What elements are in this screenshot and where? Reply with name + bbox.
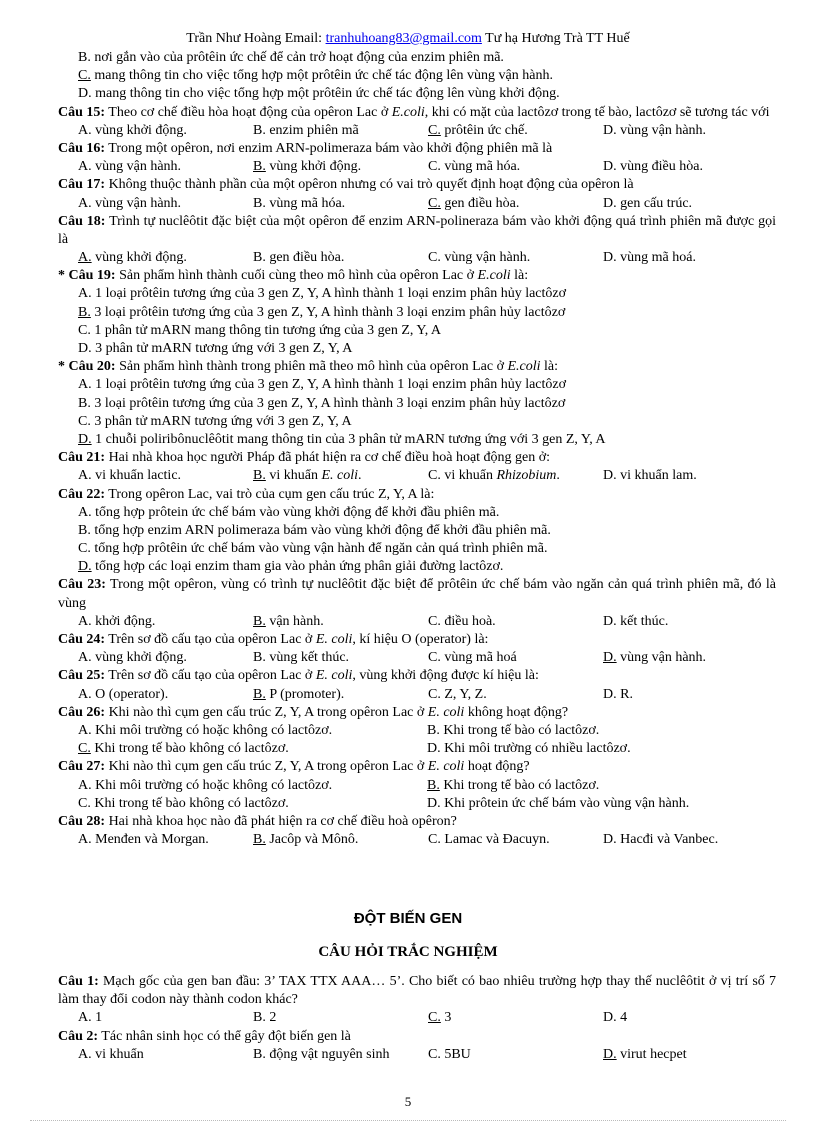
answer-options: A. vùng vận hành. B. vùng mã hóa. C. gen điều hòa. D. gen cấu trúc. (78, 195, 693, 211)
answer-line: C. 3 phân tử mARN tương ứng với 3 gen Z, Y, A (78, 413, 352, 429)
answer-options: A. khởi động. B. vận hành. C. điều hoà. D. kết thúc. (78, 613, 669, 629)
answer-line: B. 3 loại prôtêin tương ứng của 3 gen Z, Y, A hình thành 3 loại enzim phân hủy lactôzơ (78, 304, 566, 320)
question-26: Câu 26: Khi nào thì cụm gen cấu trúc Z, Y, A trong opêron Lac ở E. coli không hoạt động? (58, 704, 569, 720)
question-16: Câu 16: Trong một opêron, nơi enzim ARN-polimeraza bám vào khởi động phiên mã là (58, 140, 553, 156)
answer-options: A. vùng khởi động. B. gen điều hòa. C. vùng vận hành. D. vùng mã hoá. (78, 250, 696, 266)
answer-options: C. Khi trong tế bào không có lactôzơ. D. Khi prôtein ức chế bám vào vùng vận hành. (78, 795, 690, 811)
question-s1: Câu 1: Mạch gốc của gen ban đầu: 3’ TAX TTX AAA… 5’. Cho biết có bao nhiêu trường hợp thay thế nuclêôtit ở vị trí số 7 làm thay đổi codon này thành codon khác? (58, 974, 776, 1008)
answer-options: A. vùng vận hành. B. vùng khởi động. C. vùng mã hóa. D. vùng điều hòa. (78, 159, 703, 175)
question-s2: Câu 2: Tác nhân sinh học có thể gây đột biến gen là (58, 1028, 351, 1044)
answer-line: C. tổng hợp prôtêin ức chế bám vào vùng vận hành để ngăn cản quá trình phiên mã. (78, 541, 548, 557)
answer-line: A. tổng hợp prôtein ức chế bám vào vùng khởi động để khởi đầu phiên mã. (78, 504, 500, 520)
answer-options: A. Khi môi trường có hoặc không có lactôzơ. B. Khi trong tế bào có lactôzơ. (78, 723, 600, 739)
answer-options: A. O (operator). B. P (promoter). C. Z, Y, Z. D. R. (78, 686, 633, 702)
header-location: Tư hạ Hương Trà TT Huế (481, 31, 630, 46)
question-27: Câu 27: Khi nào thì cụm gen cấu trúc Z, Y, A trong opêron Lac ở E. coli hoạt động? (58, 759, 530, 775)
answer-options: A. 1 B. 2 C. 3 D. 4 (78, 1010, 628, 1026)
page-number: 5 (404, 1094, 412, 1109)
answer-line: A. 1 loại prôtêin tương ứng của 3 gen Z, Y, A hình thành 1 loại enzim phân hủy lactôzơ (78, 377, 567, 393)
question-21: Câu 21: Hai nhà khoa học người Pháp đã phát hiện ra cơ chế điều hoà hoạt động gen ở: (58, 450, 551, 466)
answer-options: A. vi khuẩn lactic. B. vi khuẩn E. coli. C. vi khuẩn Rhizobium. D. vi khuẩn lam. (78, 468, 697, 484)
question-22: Câu 22: Trong opêron Lac, vai trò của cụm gen cấu trúc Z, Y, A là: (58, 486, 435, 502)
answer-line: B. tổng hợp enzim ARN polimeraza bám vào vùng khởi động để khởi đầu phiên mã. (78, 522, 551, 538)
answer-line: C. 1 phân tử mARN mang thông tin tương ứng của 3 gen Z, Y, A (78, 322, 442, 338)
answer-options: A. vùng khởi động. B. vùng kết thúc. C. vùng mã hoá D. vùng vận hành. (78, 650, 707, 666)
section-title: ĐỘT BIẾN GEN (353, 910, 463, 927)
question-19: * Câu 19: Sản phẩm hình thành cuối cùng theo mô hình của opêron Lac ở E.coli là: (58, 268, 529, 284)
page-header (0, 30, 816, 48)
answer-options: A. Menđen và Morgan. B. Jacôp và Mônô. C. Lamac và Đacuyn. D. Hacđi và Vanbec. (78, 832, 719, 848)
page-footer-rule (30, 1120, 786, 1121)
answer-options: A. vùng khởi động. B. enzim phiên mã C. prôtêin ức chế. D. vùng vận hành. (78, 122, 707, 138)
answer-options: A. vi khuẩn B. động vật nguyên sinh C. 5BU D. virut hecpet (78, 1046, 687, 1062)
section-subtitle: CÂU HỎI TRẮC NGHIỆM (318, 944, 498, 960)
question-23: Câu 23: Trong một opêron, vùng có trình tự nuclêôtit đặc biệt để prôtêin ức chế bám vào ngăn cản quá trình phiên mã, đó là vùng (58, 577, 777, 611)
question-18: Câu 18: Trình tự nuclêôtit đặc biệt của một opêron để enzim ARN-polineraza bám vào khởi động quá trình phiên mã được gọi là (58, 213, 777, 247)
question-24: Câu 24: Trên sơ đồ cấu tạo của opêron Lac ở E. coli, kí hiệu O (operator) là: (58, 632, 489, 648)
question-15: Câu 15: Theo cơ chế điều hòa hoạt động của opêron Lac ở E.coli, khi có mặt của lactôzơ trong tế bào, lactôzơ sẽ tương tác với (58, 104, 770, 120)
question-17: Câu 17: Không thuộc thành phần của một opêron nhưng có vai trò quyết định hoạt động của opêron là (58, 177, 634, 193)
header-email-link[interactable]: tranhuhoang83@gmail.com (325, 31, 482, 46)
answer-line: D. tổng hợp các loại enzim tham gia vào phản ứng phân giải đường lactôzơ. (78, 559, 504, 575)
answer-line: D. 3 phân tử mARN tương ứng với 3 gen Z, Y, A (78, 341, 353, 357)
question-25: Câu 25: Trên sơ đồ cấu tạo của opêron Lac ở E. coli, vùng khởi động được kí hiệu là: (58, 668, 539, 684)
answer-line: B. nơi gắn vào của prôtêin ức chế để cản trở hoạt động của enzim phiên mã. (78, 50, 504, 65)
question-20: * Câu 20: Sản phẩm hình thành trong phiên mã theo mô hình của opêron Lac ở E.coli là: (58, 359, 559, 375)
document-body (58, 49, 776, 849)
answer-line: D. 1 chuỗi poliribônuclêôtit mang thông tin của 3 phân tử mARN tương ứng với 3 gen Z, Y, A (78, 431, 606, 447)
answer-options: C. Khi trong tế bào không có lactôzơ. D. Khi môi trường có nhiều lactôzơ. (78, 741, 631, 757)
header-author: Trần Như Hoàng Email: (186, 31, 326, 46)
answer-line: B. 3 loại prôtêin tương ứng của 3 gen Z, Y, A hình thành 3 loại enzim phân hủy lactôzơ (78, 395, 566, 411)
answer-line: C. mang thông tin cho việc tổng hợp một prôtêin ức chế tác động lên vùng vận hành. (78, 68, 553, 84)
section-body (58, 973, 776, 1064)
answer-options: A. Khi môi trường có hoặc không có lactôzơ. B. Khi trong tế bào có lactôzơ. (78, 777, 600, 793)
answer-line: D. mang thông tin cho việc tổng hợp một prôtêin ức chế tác động lên vùng khởi động. (78, 86, 560, 102)
question-28: Câu 28: Hai nhà khoa học nào đã phát hiện ra cơ chế điều hoà opêron? (58, 813, 457, 829)
answer-line: A. 1 loại prôtêin tương ứng của 3 gen Z, Y, A hình thành 1 loại enzim phân hủy lactôzơ (78, 286, 567, 302)
